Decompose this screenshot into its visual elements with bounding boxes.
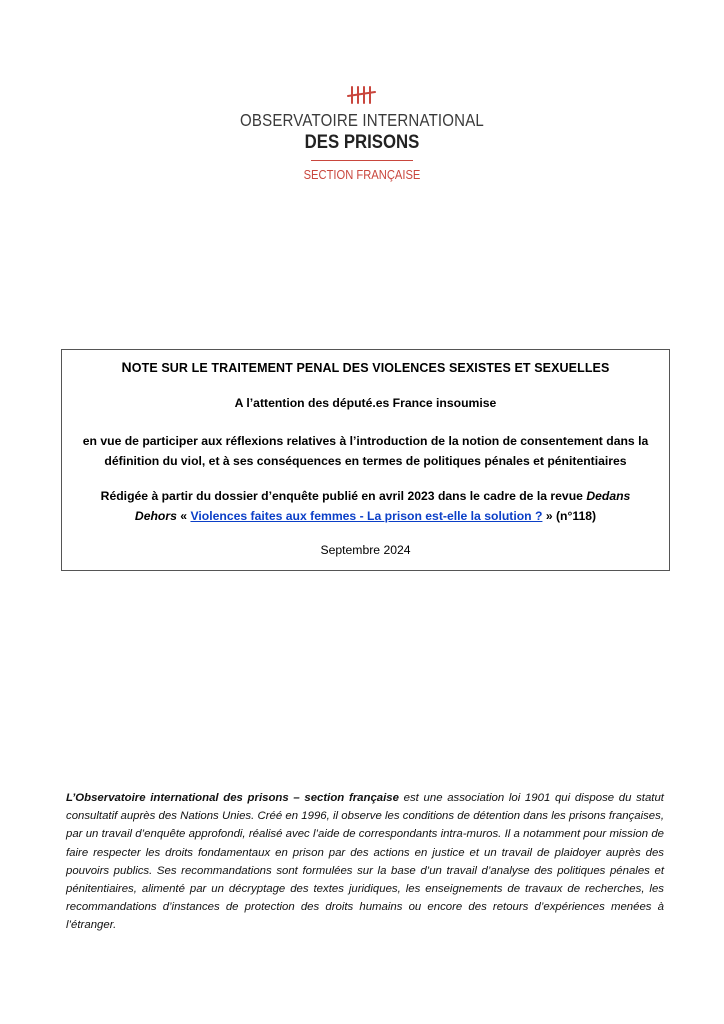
note-source-revue: Dedans Dehors (134, 489, 631, 523)
note-source-open-quote: « (176, 509, 191, 523)
note-date: Septembre 2024 (320, 543, 411, 557)
note-title (62, 359, 669, 375)
note-title-rest: OTE SUR LE TRAITEMENT PENAL DES VIOLENCES SEXISTES ET SEXUELLES (131, 361, 610, 375)
logo-line-observatoire: OBSERVATOIRE INTERNATIONAL (240, 110, 484, 130)
tally-bars-icon (347, 86, 377, 104)
note-source-suffix: » (n°118) (542, 509, 597, 523)
oip-logo (0, 86, 724, 182)
note-purpose: en vue de participer aux réflexions relatives à l’introduction de la notion de consentement dans la définition du viol, et à ses conséquences en termes de politiques pénales et pénitentiaires (82, 434, 649, 468)
note-source (62, 486, 669, 526)
logo-line-section: SECTION FRANÇAISE (303, 167, 421, 182)
logo-line-des-prisons: DES PRISONS (304, 131, 420, 153)
note-title-initial: N (121, 359, 132, 375)
note-source-prefix: Rédigée à partir du dossier d’enquête publié en avril 2023 dans le cadre de la revue (100, 489, 587, 503)
dossier-link[interactable]: Violences faites aux femmes - La prison est-elle la solution ? (190, 509, 543, 523)
note-title-box (61, 349, 670, 571)
about-text: est une association loi 1901 qui dispose du statut consultatif auprès des Nations Unies. Créé en 1996, il observe les conditions de détention dans les prisons françaises, par un travail d’enquête approfondi, réalisé avec l’aide de correspondants intra-muros. Il a notamment pour mission de faire respecter les droits fondamentaux en prison par des actions en justice et un travail de plaidoyer auprès des pouvoirs publics. Ses recommandations sont formulées sur la base d’un travail d’analyse des politiques pénales et pénitentiaires, alimenté par un décryptage des textes juridiques, les enseignements de travaux de recherches, les recommandations d’instances de protection des droits humains ou encore des retours d’expériences menées à l’étranger. (66, 792, 664, 932)
about-org-name: L’Observatoire international des prisons – section française (66, 792, 399, 804)
logo-divider (311, 160, 413, 161)
about-paragraph (66, 789, 664, 935)
note-attention: A l’attention des député.es France insoumise (234, 396, 497, 410)
